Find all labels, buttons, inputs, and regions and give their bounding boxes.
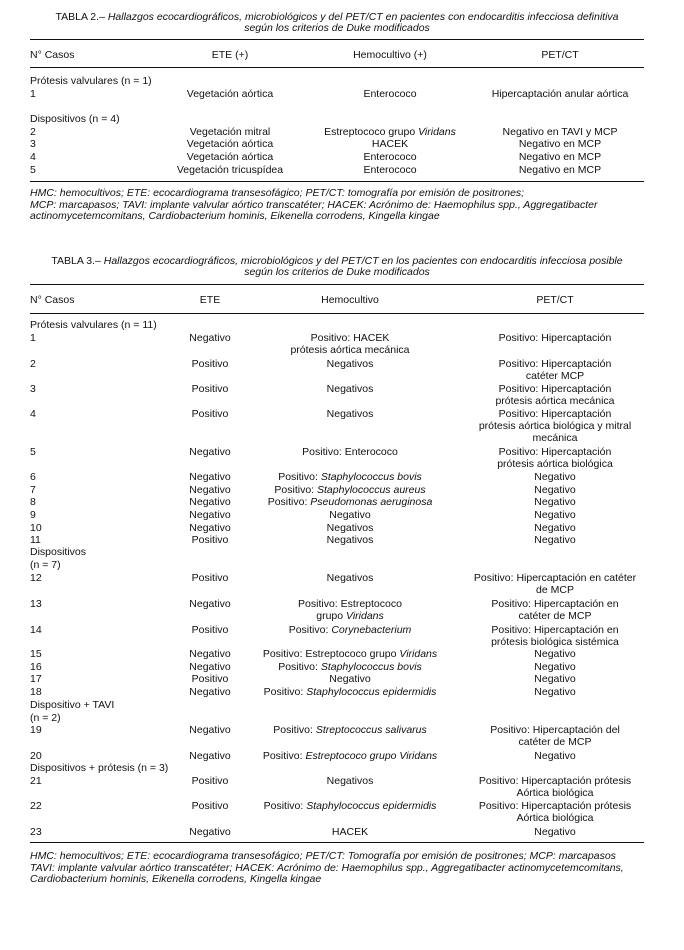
ete-value: Vegetación aórtica [186, 151, 274, 163]
table-2-caption-title: Hallazgos ecocardiográficos, microbiológicos y del PET/CT en pacientes con endocarditis infecciosa definitiva [107, 11, 619, 23]
ete-value: Negativo [189, 446, 231, 458]
table-3-section-dispositivo-tavi-count: (n = 2) [30, 712, 61, 724]
table-3-header-hemocultivo: Hemocultivo [321, 294, 379, 306]
hemocultivo-text: grupo [316, 610, 347, 622]
hemocultivo-value [245, 775, 455, 787]
petct-value [460, 661, 650, 673]
petct-line: prótesis aórtica biológica y mitral [478, 420, 632, 432]
petct-value [460, 826, 650, 838]
petct-value [460, 750, 650, 762]
table-3-caption-label: TABLA 3.– [51, 255, 101, 267]
hemocultivo-value [245, 408, 455, 420]
ete-value: Positivo [191, 775, 229, 787]
table-2-caption [30, 12, 644, 34]
table-3-section-dispositivos: Dispositivos [30, 546, 87, 558]
ete-value: Vegetación mitral [189, 126, 271, 138]
petct-line: Negativo [534, 522, 576, 534]
hemocultivo-species: Viridans [346, 610, 384, 622]
hemocultivo-line: Positivo: Estreptococo [298, 598, 402, 610]
petct-line: Negativo [534, 826, 576, 838]
hemocultivo-text: Positivo: [288, 624, 332, 636]
ete-value: Vegetación aórtica [186, 88, 274, 100]
petct-value [460, 509, 650, 521]
hemocultivo-text: Positivo: [262, 750, 306, 762]
petct-value [460, 383, 650, 407]
table-2-section-dispositivos: Dispositivos (n = 4) [30, 113, 120, 125]
ete-value: Negativo [189, 496, 231, 508]
petct-value [460, 534, 650, 546]
table-2-header-ete: ETE (+) [211, 49, 249, 61]
table-2-footnote [30, 188, 655, 223]
ete-value: Positivo [191, 800, 229, 812]
petct-line: Negativo [534, 648, 576, 660]
petct-line: Negativo [534, 686, 576, 698]
hemocultivo-text: Estreptococo grupo [324, 126, 419, 138]
case-number: 12 [30, 572, 42, 584]
case-number: 2 [30, 126, 36, 138]
case-number: 7 [30, 484, 36, 496]
petct-value [460, 686, 650, 698]
hemocultivo-line: Negativo [329, 509, 371, 521]
petct-value [460, 471, 650, 483]
hemocultivo-value [245, 358, 455, 370]
hemocultivo-value [245, 624, 455, 636]
hemocultivo-value [245, 496, 455, 508]
hemocultivo-line: Negativos [326, 775, 374, 787]
hemocultivo-species: Viridans [399, 648, 438, 660]
ete-value: Positivo [191, 673, 229, 685]
petct-value: Hipercaptación anular aórtica [491, 88, 629, 100]
petct-value [460, 648, 650, 660]
table-3-footnote [30, 851, 655, 886]
footnote-line: actinomycetemcomitans, Cardiobacterium hominis, Eikenella corrodens, Kingella kingae [30, 210, 440, 222]
petct-value [460, 775, 650, 799]
hemocultivo-species: Estreptococo grupo Viridans [305, 750, 438, 762]
hemocultivo-value [245, 522, 455, 534]
hemocultivo-value [245, 686, 455, 698]
table-2-caption-title-2: según los criterios de Duke modificados [244, 22, 430, 34]
petct-line: Positivo: Hipercaptación prótesis [478, 800, 632, 812]
table-3-bottom-rule [30, 842, 644, 843]
table-2-header-hemocultivo: Hemocultivo (+) [353, 49, 427, 61]
petct-line: Negativo [534, 496, 576, 508]
hemocultivo-species: Staphylococcus epidermidis [306, 686, 437, 698]
table-3-section-dispositivos-protesis: Dispositivos + prótesis (n = 3) [30, 762, 169, 774]
hemocultivo-value [245, 471, 455, 483]
ete-value: Negativo [189, 598, 231, 610]
case-number: 17 [30, 673, 42, 685]
hemocultivo-text: Positivo: [273, 724, 316, 736]
petct-line: Positivo: Hipercaptación del [490, 724, 620, 736]
table-3-header-petct: PET/CT [536, 294, 574, 306]
hemocultivo-line: prótesis aórtica mecánica [290, 344, 410, 356]
hemocultivo-species: Staphylococcus bovis [320, 661, 422, 673]
hemocultivo-species: Pseudomonas aeruginosa [310, 496, 433, 508]
table-3-top-rule [30, 284, 644, 285]
hemocultivo-line [245, 610, 455, 622]
petct-line: prótesis aórtica mecánica [495, 395, 615, 407]
petct-value [460, 673, 650, 685]
case-number: 10 [30, 522, 42, 534]
case-number: 16 [30, 661, 42, 673]
hemocultivo-value [245, 800, 455, 812]
petct-line: Positivo: Hipercaptación [498, 408, 612, 420]
ete-value: Negativo [189, 686, 231, 698]
case-number: 5 [30, 164, 36, 176]
table-3-section-dispositivos-count: (n = 7) [30, 559, 61, 571]
petct-value: Negativo en MCP [518, 151, 602, 163]
petct-value [460, 572, 650, 596]
petct-value [460, 446, 650, 470]
petct-value [460, 624, 650, 648]
hemocultivo-species: Corynebacterium [331, 624, 412, 636]
footnote-line: TAVI: implante valvular aórtico transcatéter; HACEK: Acrónimo de: Haemophilus spp., Aggregatibacter actinomycetemcomitans, [30, 861, 624, 874]
case-number: 6 [30, 471, 36, 483]
hemocultivo-species: Staphylococcus aureus [317, 484, 426, 496]
case-number: 5 [30, 446, 36, 458]
hemocultivo-line: Negativos [326, 383, 374, 395]
petct-value [460, 484, 650, 496]
hemocultivo-text: Positivo: [267, 496, 311, 508]
hemocultivo-species: Streptococcus salivarus [315, 724, 427, 736]
hemocultivo-value [245, 826, 455, 838]
table-3-header-ete: ETE [199, 294, 221, 306]
hemocultivo-species: Viridans [418, 126, 456, 138]
petct-line: Positivo: Hipercaptación [498, 383, 612, 395]
petct-value: Negativo en TAVI y MCP [502, 126, 618, 138]
case-number: 20 [30, 750, 42, 762]
case-number: 3 [30, 138, 36, 150]
case-number: 1 [30, 332, 36, 344]
petct-value [460, 358, 650, 382]
hemocultivo-species: Staphylococcus bovis [320, 471, 422, 483]
case-number: 4 [30, 408, 36, 420]
table-2-bottom-rule [30, 181, 644, 182]
petct-line: Positivo: Hipercaptación [498, 446, 612, 458]
ete-value: Negativo [189, 522, 231, 534]
petct-line: Aórtica biológica [516, 787, 594, 799]
petct-line: Positivo: Hipercaptación prótesis [478, 775, 632, 787]
hemocultivo-value [245, 534, 455, 546]
petct-line: Positivo: Hipercaptación en [491, 624, 619, 636]
petct-line: Negativo [534, 661, 576, 673]
hemocultivo-value: Enterococo [363, 151, 417, 163]
ete-value: Vegetación aórtica [186, 138, 274, 150]
case-number: 8 [30, 496, 36, 508]
hemocultivo-value [245, 509, 455, 521]
hemocultivo-value [245, 673, 455, 685]
table-2-caption-label: TABLA 2.– [55, 11, 105, 23]
hemocultivo-text: Positivo: [278, 471, 321, 483]
hemocultivo-line: Negativos [326, 534, 374, 546]
hemocultivo-text: Positivo: Estreptococo grupo [262, 648, 400, 660]
hemocultivo-value [245, 724, 455, 736]
ete-value: Negativo [189, 826, 231, 838]
hemocultivo-line: Negativos [326, 358, 374, 370]
hemocultivo-line: Negativo [329, 673, 371, 685]
hemocultivo-value [245, 750, 455, 762]
table-3-header-rule [30, 313, 644, 314]
table-2-header-rule [30, 67, 644, 68]
table-2-top-rule [30, 39, 644, 40]
petct-value [460, 496, 650, 508]
hemocultivo-line: Positivo: HACEK [310, 332, 390, 344]
hemocultivo-line: Negativos [326, 408, 374, 420]
case-number: 14 [30, 624, 42, 636]
petct-line: de MCP [536, 584, 574, 596]
petct-value [460, 800, 650, 824]
hemocultivo-value [245, 446, 455, 458]
petct-line: prótesis aórtica biológica [497, 458, 613, 470]
hemocultivo-value [245, 484, 455, 496]
hemocultivo-line: HACEK [331, 826, 369, 838]
hemocultivo-value [245, 648, 455, 660]
case-number: 23 [30, 826, 42, 838]
hemocultivo-text: Positivo: [263, 686, 307, 698]
footnote-line: MCP: marcapasos; TAVI: implante valvular aórtico transcatéter; HACEK: Acrónimo de: Haemophilus spp., Aggregatibacter [30, 198, 598, 211]
petct-value: Negativo en MCP [518, 164, 602, 176]
ete-value: Positivo [191, 534, 229, 546]
petct-line: Negativo [534, 509, 576, 521]
petct-value: Negativo en MCP [518, 138, 602, 150]
hemocultivo-value [245, 383, 455, 395]
hemocultivo-line: Negativos [326, 522, 374, 534]
petct-line: Negativo [534, 673, 576, 685]
ete-value: Negativo [189, 484, 231, 496]
hemocultivo-line: Negativos [326, 572, 374, 584]
petct-line: Positivo: Hipercaptación [498, 332, 612, 344]
hemocultivo-line: Positivo: Enterococo [302, 446, 398, 458]
ete-value: Vegetación tricuspídea [176, 164, 284, 176]
footnote-line: HMC: hemocultivos; ETE: ecocardiograma transesofágico; PET/CT: tomografía por emisión de positrones; [30, 187, 525, 199]
petct-line: Positivo: Hipercaptación [498, 358, 612, 370]
petct-value [460, 598, 650, 622]
footnote-line: Cardiobacterium hominis, Eikenella corrodens, Kingella kingae [30, 873, 322, 885]
hemocultivo-value [245, 572, 455, 584]
ete-value: Negativo [189, 648, 231, 660]
petct-line: prótesis biológica sistémica [491, 636, 619, 648]
petct-line: Negativo [534, 534, 576, 546]
case-number: 9 [30, 509, 36, 521]
petct-value [460, 332, 650, 344]
case-number: 11 [30, 534, 41, 546]
ete-value: Negativo [189, 332, 231, 344]
hemocultivo-text: Positivo: [278, 661, 321, 673]
hemocultivo-text: Positivo: [274, 484, 318, 496]
ete-value: Negativo [189, 750, 231, 762]
table-3-section-dispositivo-tavi: Dispositivo + TAVI [30, 699, 115, 711]
hemocultivo-value: Enterococo [363, 88, 417, 100]
table-3-header-cases: N° Casos [30, 294, 75, 306]
petct-line: Positivo: Hipercaptación en catéter [473, 572, 637, 584]
petct-value [460, 724, 650, 748]
hemocultivo-value [245, 332, 455, 356]
case-number: 21 [30, 775, 42, 787]
ete-value: Negativo [189, 661, 231, 673]
table-3-caption-title: Hallazgos ecocardiográficos, microbiológicos y del PET/CT en los pacientes con endocarditis infecciosa posible [103, 255, 623, 267]
petct-line: Negativo [534, 750, 576, 762]
petct-line: Negativo [534, 471, 576, 483]
footnote-line: HMC: hemocultivos; ETE: ecocardiograma transesofágico; PET/CT: Tomografía por emisión de positrones; MCP: marcapasos [30, 850, 616, 862]
case-number: 2 [30, 358, 36, 370]
petct-value [460, 522, 650, 534]
case-number: 3 [30, 383, 36, 395]
case-number: 4 [30, 151, 36, 163]
hemocultivo-value [300, 126, 480, 138]
petct-line: Negativo [534, 484, 576, 496]
ete-value: Positivo [191, 383, 229, 395]
case-number: 18 [30, 686, 42, 698]
hemocultivo-value [245, 661, 455, 673]
petct-value [460, 408, 650, 444]
petct-line: catéter de MCP [518, 736, 592, 748]
ete-value: Positivo [191, 572, 229, 584]
hemocultivo-text: Positivo: [263, 800, 307, 812]
case-number: 13 [30, 598, 42, 610]
petct-line: Positivo: Hipercaptación en [491, 598, 619, 610]
case-number: 22 [30, 800, 42, 812]
table-3-caption-title-2: según los criterios de Duke modificados [244, 266, 430, 278]
hemocultivo-value: HACEK [371, 138, 409, 150]
case-number: 1 [30, 88, 36, 100]
table-2-header-petct: PET/CT [541, 49, 579, 61]
hemocultivo-value [245, 598, 455, 622]
table-2-header-cases: N° Casos [30, 49, 75, 61]
case-number: 19 [30, 724, 42, 736]
table-3-section-protesis: Prótesis valvulares (n = 11) [30, 319, 157, 331]
ete-value: Positivo [191, 408, 229, 420]
ete-value: Positivo [191, 624, 229, 636]
ete-value: Negativo [189, 471, 231, 483]
petct-line: catéter MCP [525, 370, 585, 382]
hemocultivo-value: Enterococo [363, 164, 417, 176]
table-3-caption [30, 256, 644, 278]
petct-line: Aórtica biológica [516, 812, 594, 824]
case-number: 15 [30, 648, 42, 660]
ete-value: Positivo [191, 358, 229, 370]
petct-line: mecánica [532, 432, 578, 444]
ete-value: Negativo [189, 724, 231, 736]
hemocultivo-species: Staphylococcus epidermidis [306, 800, 437, 812]
table-2-section-protesis: Prótesis valvulares (n = 1) [30, 75, 152, 87]
petct-line: catéter de MCP [518, 610, 592, 622]
ete-value: Negativo [189, 509, 231, 521]
